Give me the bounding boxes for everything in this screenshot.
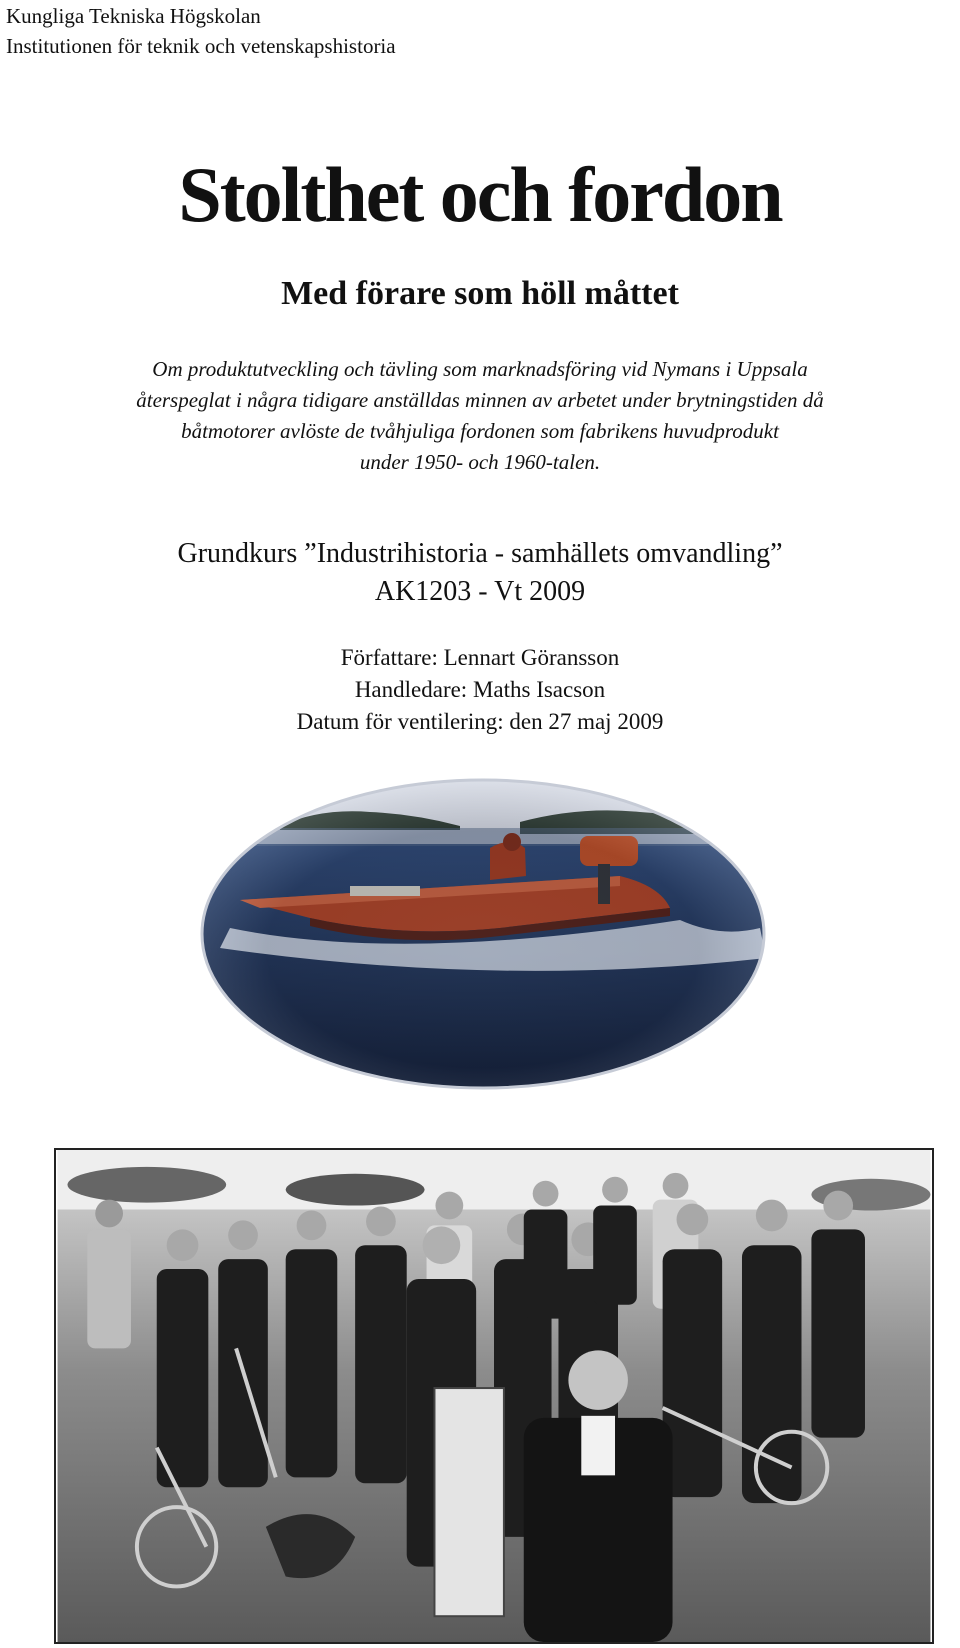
department-name: Institutionen för teknik och vetenskapshistoria [6, 34, 396, 58]
date-line: Datum för ventilering: den 27 maj 2009 [296, 709, 664, 734]
page-title: Stolthet och fordon [178, 151, 782, 238]
course-name: Grundkurs ”Industrihistoria - samhällets omvandling” [177, 538, 783, 569]
page-subtitle: Med förare som höll måttet [281, 275, 679, 312]
abstract-line: under 1950- och 1960-talen. [359, 450, 601, 474]
author-line: Författare: Lennart Göransson [340, 645, 620, 670]
supervisor-line: Handledare: Maths Isacson [354, 677, 606, 702]
group-photo [54, 1148, 934, 1644]
institution-name: Kungliga Tekniska Högskolan [6, 4, 261, 28]
abstract-line: återspeglat i några tidigare anställdas minnen av arbetet under brytningstiden då [136, 388, 824, 412]
abstract-line: Om produktutveckling och tävling som marknadsföring vid Nymans i Uppsala [152, 357, 808, 381]
course-code: AK1203 - Vt 2009 [374, 576, 586, 607]
abstract-line: båtmotorer avlöste de tvåhjuliga fordonen som fabrikens huvudprodukt [181, 419, 779, 443]
boat-photo [200, 778, 766, 1090]
